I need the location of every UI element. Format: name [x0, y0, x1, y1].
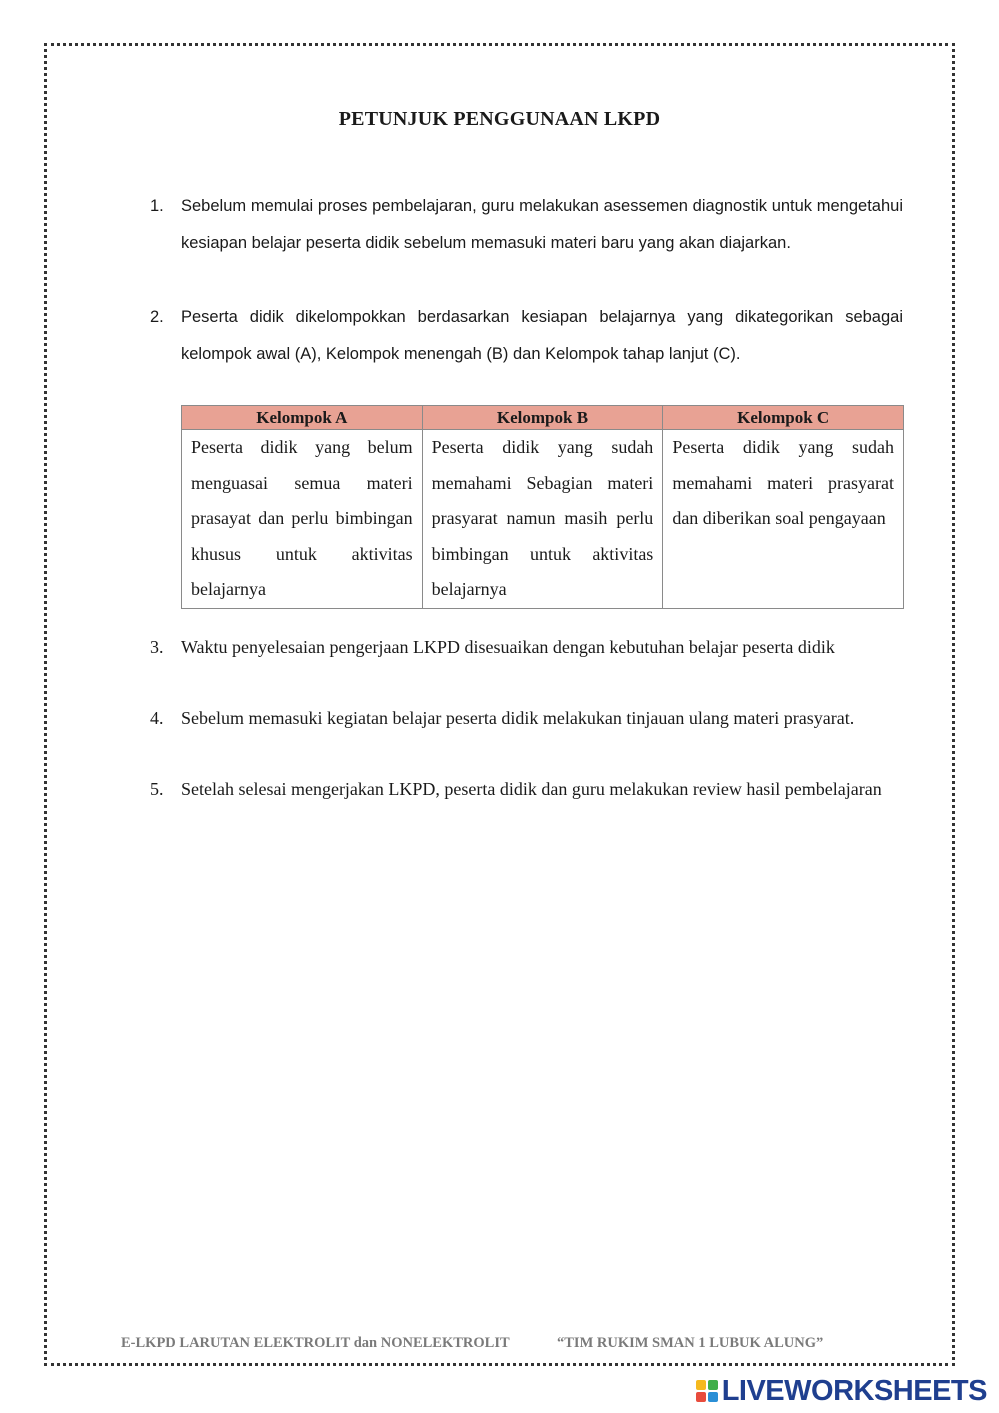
- header-kelompok-a: Kelompok A: [182, 406, 423, 430]
- logo-tile: [708, 1380, 718, 1390]
- instruction-item: [150, 299, 903, 372]
- instruction-item: [150, 772, 903, 808]
- liveworksheets-logo-icon: [696, 1380, 718, 1402]
- instruction-number: 1.: [150, 197, 164, 215]
- logo-tile: [708, 1392, 718, 1402]
- instruction-item: [150, 701, 903, 737]
- footer-team: “TIM RUKIM SMAN 1 LUBUK ALUNG”: [557, 1335, 824, 1351]
- cell-kelompok-c: Peserta didik yang sudah memahami materi prasyarat dan diberikan soal pengayaan: [663, 430, 904, 609]
- header-kelompok-b: Kelompok B: [422, 406, 663, 430]
- table-header-row: [182, 406, 904, 430]
- brand-text: LIVEWORKSHEETS: [721, 1374, 987, 1407]
- instruction-number: 3.: [150, 637, 164, 657]
- page-title: PETUNJUK PENGGUNAAN LKPD: [338, 108, 661, 130]
- footer-title: E-LKPD LARUTAN ELEKTROLIT dan NONELEKTROLIT: [121, 1335, 510, 1351]
- liveworksheets-brand[interactable]: [696, 1376, 987, 1406]
- cell-kelompok-b: Peserta didik yang sudah memahami Sebagian materi prasyarat namun masih perlu bimbingan untuk aktivitas belajarnya: [422, 430, 663, 609]
- instruction-text: Sebelum memulai proses pembelajaran, guru melakukan asessemen diagnostik untuk mengetahui kesiapan belajar peserta didik sebelum memasuki materi baru yang akan diajarkan.: [181, 197, 903, 252]
- header-kelompok-c: Kelompok C: [663, 406, 904, 430]
- groups-table: [181, 405, 904, 609]
- instruction-text: Setelah selesai mengerjakan LKPD, peserta didik dan guru melakukan review hasil pembelajaran: [181, 779, 882, 799]
- instruction-number: 2.: [150, 308, 164, 326]
- instruction-text: Waktu penyelesaian pengerjaan LKPD disesuaikan dengan kebutuhan belajar peserta didik: [181, 637, 835, 657]
- instruction-number: 5.: [150, 779, 164, 799]
- instruction-item: [150, 188, 903, 261]
- logo-tile: [696, 1380, 706, 1390]
- instruction-item: [150, 630, 903, 666]
- instruction-text: Sebelum memasuki kegiatan belajar peserta didik melakukan tinjauan ulang materi prasyarat.: [181, 708, 855, 728]
- logo-tile: [696, 1392, 706, 1402]
- instruction-text: Peserta didik dikelompokkan berdasarkan kesiapan belajarnya yang dikategorikan sebagai kelompok awal (A), Kelompok menengah (B) dan Kelompok tahap lanjut (C).: [181, 308, 903, 363]
- instruction-number: 4.: [150, 708, 164, 728]
- table-row: [182, 430, 904, 609]
- cell-kelompok-a: Peserta didik yang belum menguasai semua materi prasayat dan perlu bimbingan khusus untuk aktivitas belajarnya: [182, 430, 423, 609]
